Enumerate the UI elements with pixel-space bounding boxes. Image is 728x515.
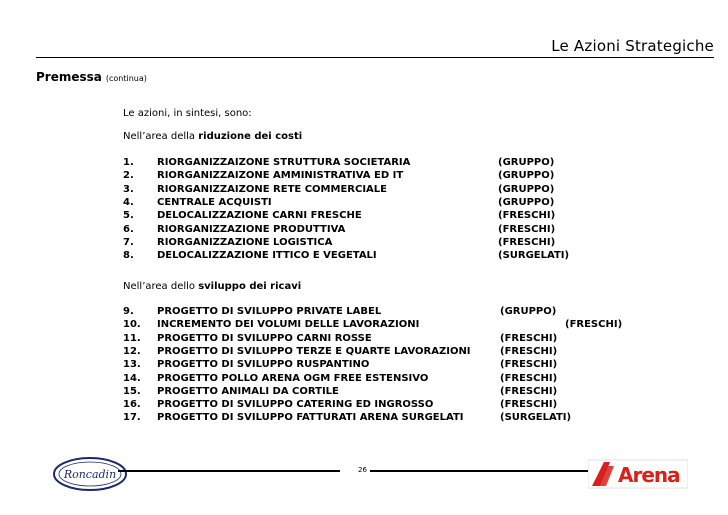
item-label: RIORGANIZZAZIONE LOGISTICA [157, 236, 333, 248]
item-number: 3. [123, 183, 134, 195]
item-label: PROGETTO DI SVILUPPO PRIVATE LABEL [157, 306, 382, 317]
item-group: (FRESCHI) [498, 223, 556, 235]
area1-heading [123, 131, 302, 142]
item-number: 9. [123, 306, 134, 317]
page-number: 26 [355, 466, 370, 474]
item-group: (FRESCHI) [498, 210, 556, 222]
item-group: (SURGELATI) [498, 250, 570, 262]
svg-text:Roncadin: Roncadin [63, 468, 117, 481]
item-label: INCREMENTO DEI VOLUMI DELLE LAVORAZIONI [157, 319, 420, 331]
arena-logo [588, 456, 688, 490]
footer-divider-right [370, 470, 588, 472]
item-number: 2. [123, 170, 134, 182]
item-number: 13. [123, 359, 141, 371]
item-number: 7. [123, 236, 134, 248]
area1-prefix: Nell’area della [123, 131, 199, 142]
item-group: (FRESCHI) [565, 319, 623, 331]
item-number: 8. [123, 250, 134, 262]
item-label: PROGETTO DI SVILUPPO RUSPANTINO [157, 359, 370, 371]
item-number: 5. [123, 210, 134, 222]
item-label: RIORGANIZZAIZONE AMMINISTRATIVA ED IT [157, 170, 404, 182]
item-number: 10. [123, 319, 141, 331]
item-number: 6. [123, 223, 134, 235]
area1-emphasis: riduzione dei costi [198, 131, 303, 142]
item-label: PROGETTO ANIMALI DA CORTILE [157, 385, 339, 397]
section-heading [36, 66, 147, 85]
item-label: PROGETTO DI SVILUPPO CATERING ED INGROSSO [157, 399, 434, 411]
item-group: (GRUPPO) [498, 183, 555, 195]
item-label: RIORGANIZZAZIONE PRODUTTIVA [157, 223, 346, 235]
item-group: (FRESCHI) [500, 332, 558, 344]
svg-text:Arena: Arena [618, 463, 680, 487]
item-group: (GRUPPO) [498, 170, 555, 182]
item-group: (FRESCHI) [500, 345, 558, 357]
item-label: PROGETTO POLLO ARENA OGM FREE ESTENSIVO [157, 372, 429, 384]
item-number: 12. [123, 345, 141, 357]
item-group: (FRESCHI) [498, 236, 556, 248]
item-number: 1. [123, 157, 134, 168]
item-number: 15. [123, 385, 141, 397]
header-divider [36, 57, 714, 58]
item-group: (GRUPPO) [498, 196, 555, 208]
item-number: 4. [123, 196, 134, 208]
item-label: PROGETTO DI SVILUPPO FATTURATI ARENA SURGELATI [157, 412, 464, 424]
item-label: CENTRALE ACQUISTI [157, 196, 272, 208]
item-label: DELOCALIZZAZIONE CARNI FRESCHE [157, 210, 362, 222]
item-label: RIORGANIZZAIZONE RETE COMMERCIALE [157, 183, 387, 195]
item-number: 16. [123, 399, 141, 411]
roncadin-logo [50, 455, 130, 493]
area2-prefix: Nell’area dello [123, 281, 199, 292]
intro-text: Le azioni, in sintesi, sono: [123, 108, 252, 119]
item-number: 11. [123, 332, 141, 344]
item-label: RIORGANIZZAIZONE STRUTTURA SOCIETARIA [157, 157, 411, 168]
section-subtitle: (continua) [105, 74, 147, 83]
item-label: PROGETTO DI SVILUPPO TERZE E QUARTE LAVORAZIONI [157, 345, 471, 357]
area2-emphasis: sviluppo dei ricavi [198, 281, 302, 292]
page-title: Le Azioni Strategiche [551, 37, 714, 55]
area2-heading [123, 281, 301, 292]
footer-divider-left [118, 470, 340, 472]
item-group: (GRUPPO) [498, 157, 555, 168]
item-group: (FRESCHI) [500, 372, 558, 384]
item-group: (SURGELATI) [500, 412, 572, 424]
item-group: (FRESCHI) [500, 385, 558, 397]
item-group: (FRESCHI) [500, 359, 558, 371]
item-label: PROGETTO DI SVILUPPO CARNI ROSSE [157, 332, 372, 344]
item-label: DELOCALIZZAZIONE ITTICO E VEGETALI [157, 250, 377, 262]
item-group: (FRESCHI) [500, 399, 558, 411]
item-number: 14. [123, 372, 141, 384]
section-title: Premessa [36, 70, 102, 84]
item-number: 17. [123, 412, 141, 424]
item-group: (GRUPPO) [500, 306, 557, 317]
